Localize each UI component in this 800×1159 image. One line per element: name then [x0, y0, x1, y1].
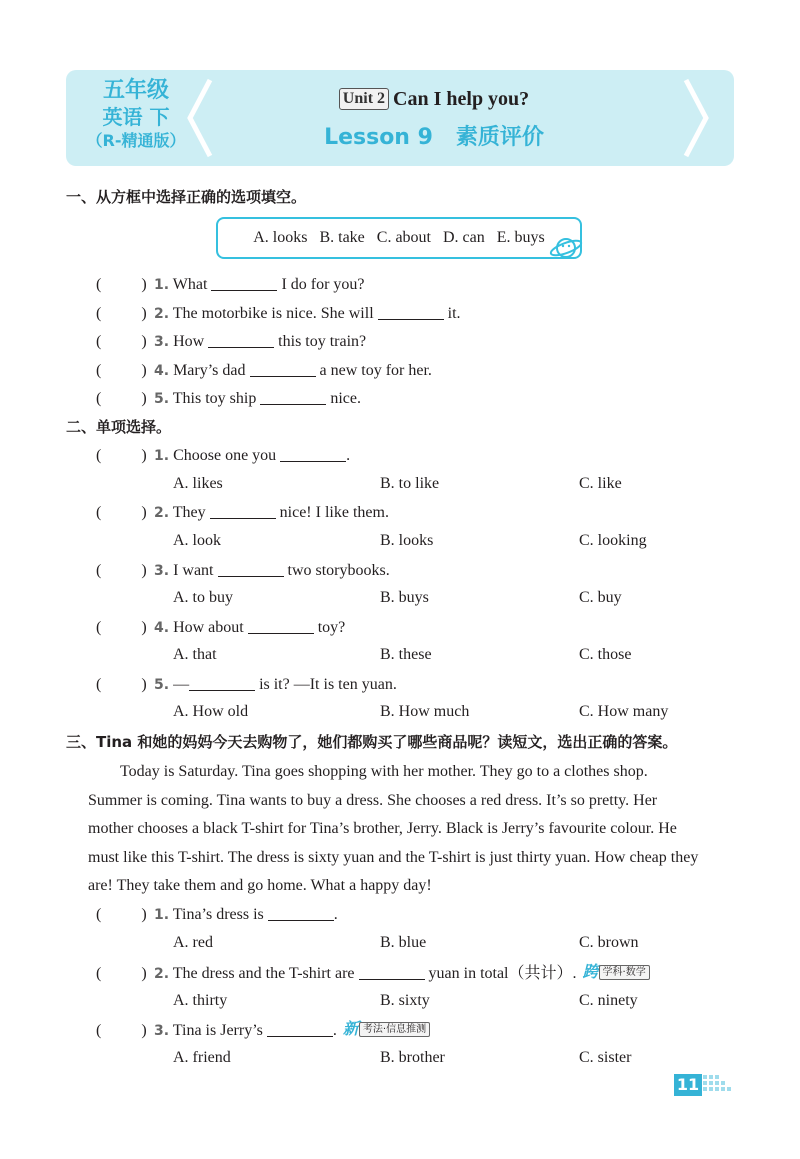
- lesson-title: 素质评价: [455, 125, 544, 150]
- option-b[interactable]: B. sixty: [380, 992, 430, 1009]
- question-text: a new toy for her.: [319, 362, 432, 379]
- answer-bracket[interactable]: ( ): [96, 965, 147, 982]
- fill-blank[interactable]: [211, 274, 277, 291]
- answer-bracket[interactable]: ( ): [96, 333, 147, 350]
- word-option: E. buys: [496, 229, 545, 246]
- passage-line: Today is Saturday. Tina goes shopping with her mother. They go to a clothes shop.: [120, 763, 648, 780]
- question-text: two storybooks.: [287, 562, 390, 579]
- answer-bracket[interactable]: ( ): [96, 619, 147, 636]
- s2-question-4: [96, 617, 345, 638]
- fill-blank[interactable]: [208, 331, 274, 348]
- unit-header-banner: [66, 70, 734, 166]
- s2-question-2: [96, 502, 389, 523]
- s1-question-3: [96, 331, 366, 352]
- question-text: nice! I like them.: [279, 504, 389, 521]
- lesson-title-line: [216, 120, 652, 151]
- section-1-title: 一、从方框中选择正确的选项填空。: [66, 188, 307, 206]
- question-number: 1.: [154, 277, 170, 293]
- fill-blank[interactable]: [210, 502, 276, 519]
- subject-label: 英语 下: [102, 105, 170, 129]
- option-a[interactable]: A. that: [173, 646, 217, 663]
- option-c[interactable]: C. those: [579, 646, 632, 663]
- question-number: 3.: [154, 334, 170, 350]
- question-text: How about: [173, 619, 244, 636]
- unit-label: Unit 2: [339, 88, 389, 110]
- page-number: 11: [674, 1074, 702, 1096]
- decorative-dots-icon: [702, 1074, 738, 1096]
- unit-title: Can I help you?: [393, 88, 530, 110]
- option-a[interactable]: A. How old: [173, 703, 249, 720]
- passage-line: are! They take them and go home. What a happy day!: [88, 877, 432, 895]
- option-c[interactable]: C. looking: [579, 532, 647, 549]
- s3-question-3: [96, 1019, 430, 1041]
- question-number: 2.: [154, 966, 170, 982]
- s2-question-5: [96, 674, 397, 695]
- word-option: B. take: [319, 229, 365, 246]
- option-c[interactable]: C. like: [579, 475, 622, 492]
- new-method-tag: [343, 1019, 430, 1040]
- fill-blank[interactable]: [268, 904, 334, 921]
- tag-mark: 新: [342, 1019, 359, 1038]
- question-text: nice.: [330, 390, 361, 407]
- s3-question-1: [96, 904, 338, 925]
- fill-blank[interactable]: [378, 303, 444, 320]
- answer-bracket[interactable]: ( ): [96, 906, 147, 923]
- question-text: Tina’s dress is: [172, 906, 264, 923]
- option-b[interactable]: B. blue: [380, 934, 427, 951]
- fill-blank[interactable]: [267, 1020, 333, 1037]
- option-a[interactable]: A. likes: [173, 475, 223, 492]
- word-option: D. can: [443, 229, 485, 246]
- passage-line: Summer is coming. Tina wants to buy a dress. She chooses a red dress. It’s so pretty. Her: [88, 791, 658, 809]
- question-text: The motorbike is nice. She will: [172, 305, 374, 322]
- question-text: —: [173, 676, 190, 693]
- question-number: 3.: [154, 563, 170, 579]
- lesson-label: Lesson 9: [324, 125, 433, 150]
- option-a[interactable]: A. red: [173, 934, 213, 951]
- edition-label: （R-精通版）: [86, 131, 186, 150]
- option-a[interactable]: A. thirty: [173, 992, 228, 1009]
- question-text: yuan in total（共计）.: [428, 965, 577, 982]
- question-text: How: [173, 333, 205, 350]
- option-b[interactable]: B. brother: [380, 1049, 445, 1066]
- option-b[interactable]: B. looks: [380, 532, 434, 549]
- question-text: I do for you?: [281, 276, 365, 293]
- question-number: 1.: [154, 907, 170, 923]
- tag-label: 学科·数学: [599, 965, 650, 980]
- question-text: Mary’s dad: [173, 362, 246, 379]
- unit-title-line: [216, 88, 652, 111]
- s1-question-4: [96, 360, 432, 381]
- question-number: 1.: [154, 448, 170, 464]
- option-a[interactable]: A. to buy: [173, 589, 233, 606]
- answer-bracket[interactable]: ( ): [96, 390, 147, 407]
- tag-mark: 跨: [582, 962, 599, 981]
- option-b[interactable]: B. to like: [380, 475, 440, 492]
- question-text: I want: [173, 562, 214, 579]
- planet-icon: [548, 233, 584, 263]
- section-2-title: 二、单项选择。: [66, 418, 172, 436]
- fill-blank[interactable]: [218, 560, 284, 577]
- answer-bracket[interactable]: ( ): [96, 676, 147, 693]
- question-text: .: [346, 447, 351, 464]
- option-a[interactable]: A. look: [173, 532, 221, 549]
- grade-label-block: [76, 78, 196, 152]
- question-text: What: [172, 276, 208, 293]
- word-option: A. looks: [253, 229, 308, 246]
- answer-bracket[interactable]: ( ): [96, 504, 147, 521]
- option-c[interactable]: C. How many: [579, 703, 669, 720]
- question-number: 2.: [154, 306, 170, 322]
- question-number: 5.: [154, 391, 170, 407]
- answer-bracket[interactable]: ( ): [96, 562, 147, 579]
- fill-blank[interactable]: [250, 360, 316, 377]
- cross-subject-tag: [583, 962, 650, 983]
- answer-bracket[interactable]: ( ): [96, 447, 147, 464]
- word-option: C. about: [376, 229, 431, 246]
- question-number: 2.: [154, 505, 170, 521]
- passage-line: mother chooses a black T-shirt for Tina’s brother, Jerry. Black is Jerry’s favourite colour. He: [88, 820, 677, 838]
- s3-question-2: [96, 962, 650, 984]
- question-text: toy?: [317, 619, 346, 636]
- grade-label: 五年级: [102, 78, 169, 103]
- s2-question-3: [96, 560, 390, 581]
- question-text: .: [333, 906, 338, 923]
- answer-bracket[interactable]: ( ): [96, 305, 147, 322]
- s1-question-1: [96, 274, 365, 295]
- option-c[interactable]: C. sister: [579, 1049, 632, 1066]
- fill-blank[interactable]: [189, 674, 255, 691]
- option-c[interactable]: C. buy: [579, 589, 622, 606]
- question-text: this toy train?: [278, 333, 367, 350]
- question-text: it.: [447, 305, 461, 322]
- question-number: 5.: [154, 677, 170, 693]
- fill-blank[interactable]: [359, 963, 425, 980]
- question-text: Tina is Jerry’s: [172, 1022, 263, 1039]
- question-number: 4.: [154, 620, 170, 636]
- question-text: Choose one you: [173, 447, 277, 464]
- passage-line: must like this T-shirt. The dress is sixty yuan and the T-shirt is just thirty yuan. How cheap they: [88, 848, 699, 866]
- tag-label: 考法·信息推测: [359, 1022, 430, 1037]
- question-number: 4.: [154, 363, 170, 379]
- answer-bracket[interactable]: ( ): [96, 362, 147, 379]
- fill-blank[interactable]: [260, 388, 326, 405]
- option-b[interactable]: B. How much: [380, 703, 470, 720]
- option-a[interactable]: A. friend: [173, 1049, 231, 1066]
- option-c[interactable]: C. ninety: [579, 992, 638, 1009]
- reading-passage: [88, 758, 734, 901]
- question-text: The dress and the T-shirt are: [172, 965, 355, 982]
- chevron-left-icon: [184, 76, 214, 160]
- s1-question-2: [96, 303, 461, 324]
- word-box: [216, 217, 582, 259]
- section-3-title: 三、Tina 和她的妈妈今天去购物了，她们都购买了哪些商品呢？读短文，选出正确的答案。: [66, 733, 678, 751]
- chevron-right-icon: [682, 76, 712, 160]
- question-number: 3.: [154, 1023, 170, 1039]
- option-b[interactable]: B. buys: [380, 589, 429, 606]
- question-text: is it? —It is ten yuan.: [259, 676, 397, 693]
- answer-bracket[interactable]: ( ): [96, 1022, 147, 1039]
- option-b[interactable]: B. these: [380, 646, 432, 663]
- question-text: .: [332, 1022, 337, 1039]
- answer-bracket[interactable]: ( ): [96, 276, 147, 293]
- question-text: This toy ship: [172, 390, 257, 407]
- fill-blank[interactable]: [248, 617, 314, 634]
- s1-question-5: [96, 388, 361, 409]
- option-c[interactable]: C. brown: [579, 934, 639, 951]
- fill-blank[interactable]: [280, 445, 346, 462]
- s2-question-1: [96, 445, 350, 466]
- question-text: They: [172, 504, 206, 521]
